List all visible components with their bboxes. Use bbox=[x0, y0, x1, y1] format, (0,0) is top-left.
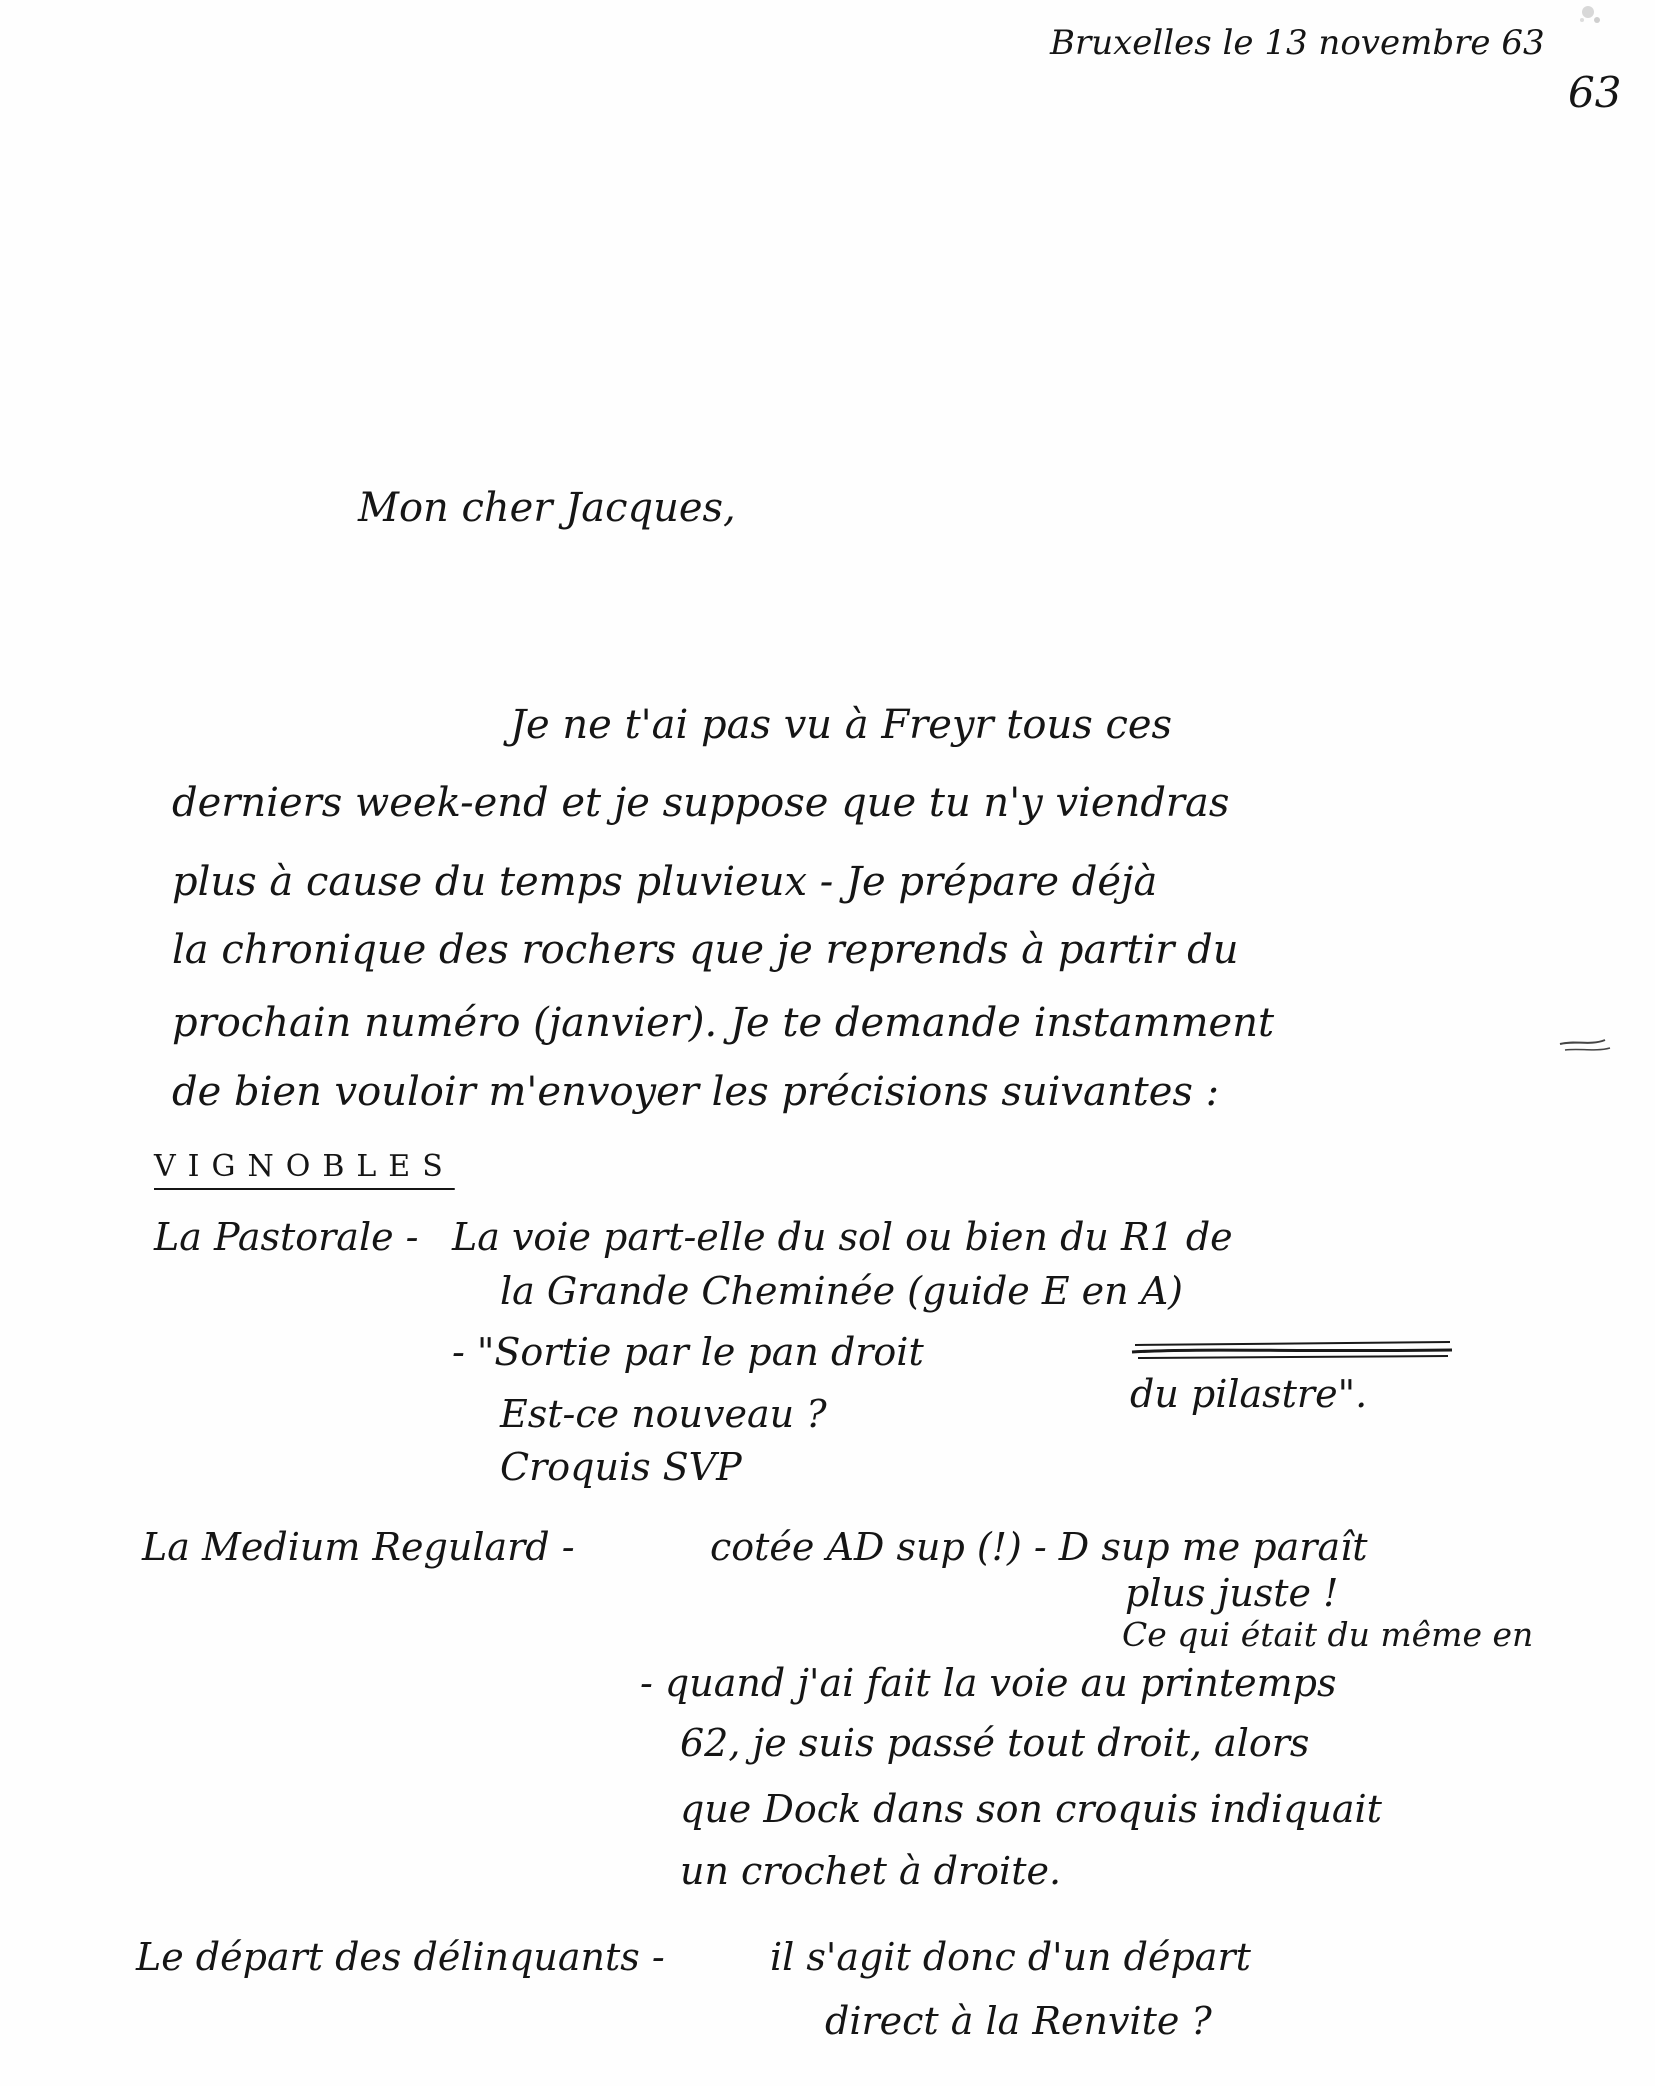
body-line: plus à cause du temps pluvieux - Je prépare déjà bbox=[172, 859, 1158, 905]
route-note: un crochet à droite. bbox=[680, 1849, 1062, 1893]
route-note: la Grande Cheminée (guide E en A) bbox=[500, 1269, 1183, 1313]
scan-speck bbox=[1580, 6, 1600, 23]
route-note-insertion: du pilastre". bbox=[1130, 1372, 1368, 1416]
route-note: 62, je suis passé tout droit, alors bbox=[680, 1721, 1310, 1765]
page-number: 63 bbox=[1568, 68, 1622, 117]
route-note: cotée AD sup (!) - D sup me paraît bbox=[710, 1525, 1368, 1569]
route-note: Croquis SVP bbox=[500, 1445, 742, 1489]
route-note: - "Sortie par le pan droit bbox=[452, 1330, 924, 1374]
route-name: Le départ des délinquants - bbox=[136, 1935, 665, 1979]
route-note: Est-ce nouveau ? bbox=[500, 1392, 827, 1436]
ink-scribble bbox=[1560, 1040, 1610, 1050]
route-note: plus juste ! bbox=[1125, 1571, 1339, 1615]
body-line: prochain numéro (janvier). Je te demande instamment bbox=[172, 1000, 1275, 1046]
strikethrough-mark bbox=[1132, 1342, 1452, 1358]
route-note: direct à la Renvite ? bbox=[825, 1999, 1212, 2043]
section-heading-vignobles: VIGNOBLES bbox=[154, 1149, 455, 1184]
route-note: il s'agit donc d'un départ bbox=[770, 1935, 1251, 1979]
route-name: La Pastorale - bbox=[154, 1215, 419, 1259]
route-note: - quand j'ai fait la voie au printemps bbox=[640, 1661, 1337, 1705]
place-date: Bruxelles le 13 novembre 63 bbox=[1050, 23, 1545, 63]
body-line: de bien vouloir m'envoyer les précisions suivantes : bbox=[172, 1069, 1220, 1115]
body-line: Je ne t'ai pas vu à Freyr tous ces bbox=[510, 702, 1173, 748]
body-line: derniers week-end et je suppose que tu n'y viendras bbox=[172, 780, 1230, 826]
salutation: Mon cher Jacques, bbox=[358, 485, 736, 531]
body-line: la chronique des rochers que je reprends à partir du bbox=[172, 927, 1239, 973]
route-name: La Medium Regulard - bbox=[142, 1525, 575, 1569]
route-note: que Dock dans son croquis indiquait bbox=[680, 1787, 1382, 1831]
route-note: La voie part-elle du sol ou bien du R1 de bbox=[452, 1215, 1233, 1259]
route-note-insertion: Ce qui était du même en bbox=[1122, 1615, 1534, 1654]
